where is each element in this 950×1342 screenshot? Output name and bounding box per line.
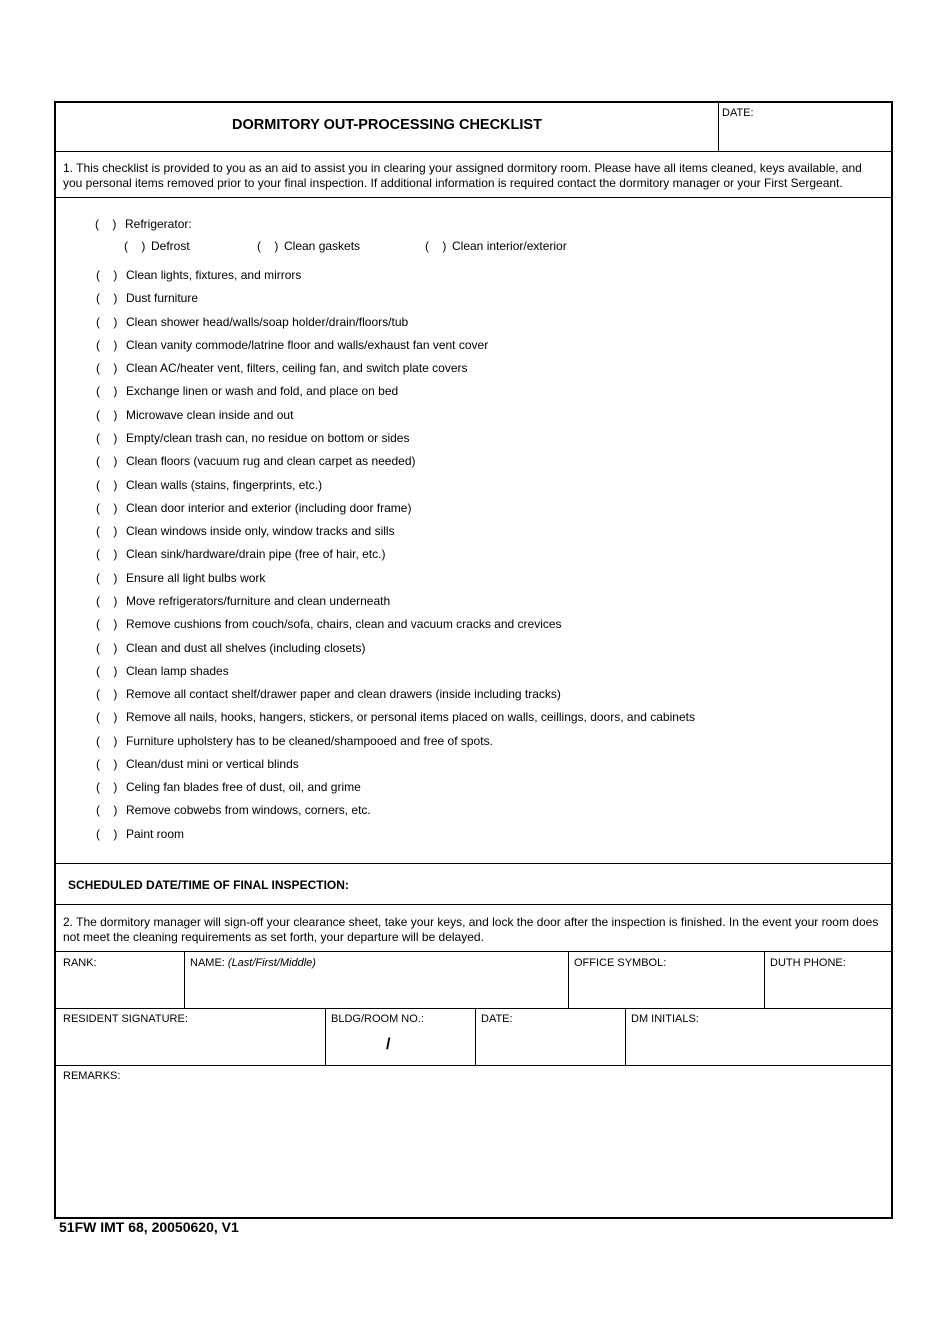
list-item-label: Clean sink/hardware/drain pipe (free of hair, etc.) <box>126 547 386 562</box>
checkbox[interactable]: ( ) <box>257 239 279 253</box>
checkbox[interactable]: ( ) <box>96 733 118 748</box>
dm-initials-label: DM INITIALS: <box>631 1013 699 1025</box>
name-label: NAME: <box>190 957 225 969</box>
divider <box>56 151 891 152</box>
office-symbol-field[interactable] <box>569 969 764 1007</box>
form-footer: 51FW IMT 68, 20050620, V1 <box>59 1219 239 1235</box>
intro-paragraph: 1. This checklist is provided to you as an aid to assist you in clearing your assigned dormitory room. Please have all items cleaned, keys available, and you personal items removed prior to your final inspection. If additional information is required contact the dormitory manager or your First Sergeant. <box>63 161 862 190</box>
checkbox[interactable]: ( ) <box>96 687 118 701</box>
checkbox[interactable]: ( ) <box>96 477 118 492</box>
checkbox[interactable]: ( ) <box>96 291 118 306</box>
checkbox[interactable]: ( ) <box>425 239 447 253</box>
checkbox[interactable]: ( ) <box>96 780 118 795</box>
remarks-label: REMARKS: <box>63 1070 121 1082</box>
date-field[interactable] <box>476 1025 625 1064</box>
checkbox[interactable]: ( ) <box>96 337 118 352</box>
checkbox[interactable]: ( ) <box>96 454 118 469</box>
list-item-label: Move refrigerators/furniture and clean underneath <box>126 593 391 608</box>
name-hint: (Last/First/Middle) <box>227 957 316 969</box>
divider <box>56 197 891 198</box>
checkbox[interactable]: ( ) <box>96 314 118 329</box>
scheduled-inspection-label: SCHEDULED DATE/TIME OF FINAL INSPECTION: <box>68 878 349 892</box>
name-label-group <box>190 957 316 969</box>
checkbox[interactable]: ( ) <box>96 826 118 841</box>
remarks-field[interactable] <box>56 1085 891 1215</box>
header-date-field[interactable] <box>719 117 891 150</box>
resident-signature-field[interactable] <box>56 1025 325 1064</box>
list-item-label: Dust furniture <box>126 291 199 306</box>
duty-phone-label: DUTH PHONE: <box>770 957 846 969</box>
checkbox[interactable]: ( ) <box>95 217 117 231</box>
bldg-room-field[interactable] <box>326 1025 475 1064</box>
list-item-label: Paint room <box>126 826 185 841</box>
duty-phone-field[interactable] <box>765 969 891 1007</box>
list-item-label: Remove all nails, hooks, hangers, stickers, or personal items placed on walls, ceillings, doors, and cabinets <box>126 710 695 725</box>
list-item-label: Microwave clean inside and out <box>126 407 294 422</box>
list-item-label: Celing fan blades free of dust, oil, and grime <box>126 780 361 795</box>
list-item-label: Clean walls (stains, fingerprints, etc.) <box>126 477 323 492</box>
bldg-room-separator: / <box>386 1036 391 1053</box>
resident-signature-label: RESIDENT SIGNATURE: <box>63 1013 188 1025</box>
rank-field[interactable] <box>56 969 184 1007</box>
list-item-label: Clean windows inside only, window tracks and sills <box>126 524 395 539</box>
list-item-label: Clean and dust all shelves (including closets) <box>126 640 366 655</box>
list-item-label: Clean shower head/walls/soap holder/drain/floors/tub <box>126 314 409 329</box>
list-item-label: Clean vanity commode/latrine floor and walls/exhaust fan vent cover <box>126 337 489 352</box>
paragraph-2: 2. The dormitory manager will sign-off your clearance sheet, take your keys, and lock the door after the inspection is finished. In the event your room does not meet the cleaning requirements as set forth, your departure will be delayed. <box>63 915 879 944</box>
list-item-label: Remove cushions from couch/sofa, chairs, clean and vacuum cracks and crevices <box>126 617 562 632</box>
checkbox[interactable]: ( ) <box>96 570 118 585</box>
checkbox[interactable]: ( ) <box>96 500 118 515</box>
list-item-label: Clean lamp shades <box>126 663 229 678</box>
checkbox[interactable]: ( ) <box>124 239 146 253</box>
dm-initials-field[interactable] <box>626 1025 891 1064</box>
list-item-label: Clean lights, fixtures, and mirrors <box>126 268 302 282</box>
name-field[interactable] <box>185 969 568 1007</box>
checkbox[interactable]: ( ) <box>96 384 118 399</box>
checkbox[interactable]: ( ) <box>96 431 118 445</box>
checklist-form: DORMITORY OUT-PROCESSING CHECKLIST DATE: 1. This checklist is provided to you as an aid to assist you in clearing your assigned dormitory room. Please have all items cleaned, keys available, and you personal items removed prior to your final inspection. If additional information is required contact the dormitory manager or your First Sergeant. ( ) Refrigerator: ( ) Defrost ( ) Clean gaskets ( ) Clean interior/exterior ( ) Clean lights, fixtures, and mirrors ( ) Dust furniture ( ) Clean shower head/walls/soap holder/drain/floors/tub ( ) Clean vanity commode/latrine floor and walls/exhaust fan vent cover ( ) Clean AC/heater vent, filters, ceiling fan, and switch plate covers ( ) Exchange linen or wash and fold, and place on bed ( ) Microwave clean inside and out ( ) Empty/clean trash can, no residue on bottom or sides ( ) Clean floors (vacuum rug and clean carpet as needed) ( ) Clean walls (stains, fingerprints, etc.) ( ) Clean door interior and exterior (including door frame) ( ) Clean windows inside only, window tracks and sills ( ) Clean sink/hardware/drain pipe (free of hair, etc.) ( ) Ensure all light bulbs work ( ) Move refrigerators/furniture and clean underneath ( ) Remove cushions from couch/sofa, chairs, clean and vacuum cracks and crevices ( ) Clean and dust all shelves (including closets) ( ) Clean lamp shades ( ) Remove all contact shelf/drawer paper and clean drawers (inside including tracks) ( ) Remove all nails, hooks, hangers, stickers, or personal items placed on walls, ceillings, doors, and cabinets ( ) Furniture upholstery has to be cleaned/shampooed and free of spots. ( ) Clean/dust mini or vertical blinds ( ) Celing fan blades free of dust, oil, and grime ( ) Remove cobwebs from windows, corners, etc. ( ) Paint room SCHEDULED DATE/TIME OF FINAL INSPECTION: 2. The dormitory manager will sign-off your clearance sheet, take your keys, and lock the door after the inspection is finished. In the event your room does not meet the cleaning requirements as set forth, your departure will be delayed. RANK: NAME: (Last/First/Middle) OFFICE SYMBOL: DUTH PHONE: RESIDENT SIGNATURE: BLDG/ROOM NO.: / DATE: DM INITIALS: REMARKS: <box>54 101 893 1219</box>
refrigerator-label: Refrigerator: <box>125 217 192 231</box>
list-item-label: Remove all contact shelf/drawer paper and clean drawers (inside including tracks) <box>126 687 561 701</box>
checkbox[interactable]: ( ) <box>96 756 118 771</box>
list-item-label: Clean door interior and exterior (including door frame) <box>126 500 412 515</box>
divider <box>56 904 891 905</box>
checkbox[interactable]: ( ) <box>96 803 118 818</box>
list-item-label: Remove cobwebs from windows, corners, etc. <box>126 803 371 818</box>
list-item-label: Empty/clean trash can, no residue on bottom or sides <box>126 431 410 445</box>
checkbox[interactable]: ( ) <box>96 617 118 632</box>
divider <box>56 951 891 952</box>
list-item-label: Furniture upholstery has to be cleaned/shampooed and free of spots. <box>126 733 493 748</box>
form-title: DORMITORY OUT-PROCESSING CHECKLIST <box>232 117 542 133</box>
list-item-label: Clean/dust mini or vertical blinds <box>126 756 299 771</box>
list-item-label: Exchange linen or wash and fold, and place on bed <box>126 384 399 399</box>
office-symbol-label: OFFICE SYMBOL: <box>574 957 667 969</box>
date-label: DATE: <box>481 1013 513 1025</box>
divider <box>56 863 891 864</box>
checkbox[interactable]: ( ) <box>96 268 118 282</box>
checkbox[interactable]: ( ) <box>96 663 118 678</box>
checkbox[interactable]: ( ) <box>96 407 118 422</box>
divider <box>56 1008 891 1009</box>
divider <box>56 1065 891 1066</box>
bldg-room-label: BLDG/ROOM NO.: <box>331 1013 424 1025</box>
list-item-label: Clean AC/heater vent, filters, ceiling fan, and switch plate covers <box>126 361 468 376</box>
rank-label: RANK: <box>63 957 97 969</box>
checkbox[interactable]: ( ) <box>96 640 118 655</box>
checkbox[interactable]: ( ) <box>96 547 118 562</box>
checkbox[interactable]: ( ) <box>96 710 118 725</box>
list-item-label: Ensure all light bulbs work <box>126 570 266 585</box>
header-date-label: DATE: <box>722 107 754 119</box>
checkbox[interactable]: ( ) <box>96 361 118 376</box>
checkbox[interactable]: ( ) <box>96 593 118 608</box>
list-item-label: Clean floors (vacuum rug and clean carpet as needed) <box>126 454 416 469</box>
checkbox[interactable]: ( ) <box>96 524 118 539</box>
